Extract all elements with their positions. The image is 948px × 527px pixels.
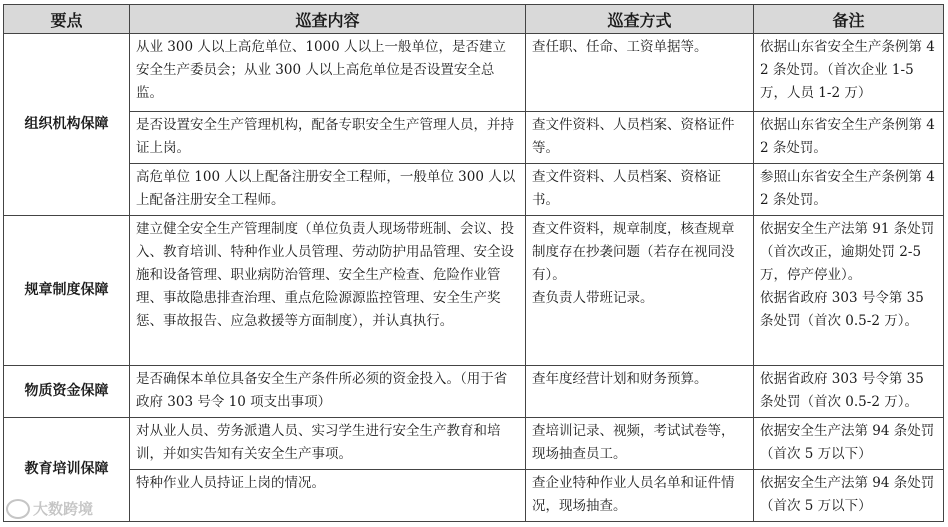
note-cell: 依据安全生产法第 94 条处罚（首次 5 万以下） [754, 418, 944, 470]
header-method: 巡查方式 [526, 5, 754, 34]
watermark-text: 大数跨境 [33, 499, 94, 518]
table-row [4, 418, 944, 470]
inspection-table [3, 4, 944, 522]
table-row [4, 366, 944, 418]
point-funds: 物质资金保障 [4, 366, 130, 418]
point-org: 组织机构保障 [4, 34, 130, 216]
table-row [4, 216, 944, 366]
table-row [4, 164, 944, 216]
content-cell: 从业 300 人以上高危单位、1000 人以上一般单位，是否建立安全生产委员会；从业 300 人以上高危单位是否设置安全总监。 [130, 34, 526, 112]
header-note: 备注 [754, 5, 944, 34]
table-row [4, 470, 944, 522]
table-row [4, 112, 944, 164]
method-cell: 查任职、任命、工资单据等。 [526, 34, 754, 112]
header-row [4, 5, 944, 34]
content-cell: 建立健全安全生产管理制度（单位负责人现场带班制、会议、投入、教育培训、特种作业人员管理、劳动防护用品管理、安全设施和设备管理、职业病防治管理、安全生产检查、危险作业管理、事故隐患排查治理、重点危险源源监控管理、安全生产奖惩、事故报告、应急救援等方面制度），并认真执行。 [130, 216, 526, 366]
note-cell: 依据安全生产法第 94 条处罚（首次 5 万以下） [754, 470, 944, 522]
note-cell: 依据山东省安全生产条例第 42 条处罚。（首次企业 1-5 万，人员 1-2 万） [754, 34, 944, 112]
header-point: 要点 [4, 5, 130, 34]
content-cell: 特种作业人员持证上岗的情况。 [130, 470, 526, 522]
content-cell: 是否确保本单位具备安全生产条件所必须的资金投入。（用于省政府 303 号令 10 项支出事项） [130, 366, 526, 418]
note-cell: 依据山东省安全生产条例第 42 条处罚。 [754, 112, 944, 164]
method-cell: 查培训记录、视频，考试试卷等，现场抽查员工。 [526, 418, 754, 470]
watermark [6, 498, 93, 520]
note-text: 依据省政府 303 号令第 35 条处罚（首次 0.5-2 万）。 [760, 290, 924, 329]
method-cell: 查年度经营计划和财务预算。 [526, 366, 754, 418]
method-cell: 查文件资料、人员档案、资格证书。 [526, 164, 754, 216]
content-cell: 是否设置安全生产管理机构，配备专职安全生产管理人员，并持证上岗。 [130, 112, 526, 164]
content-cell: 对从业人员、劳务派遣人员、实习学生进行安全生产教育和培训，并如实告知有关安全生产事项。 [130, 418, 526, 470]
watermark-logo-icon [6, 499, 30, 519]
content-cell: 高危单位 100 人以上配备注册安全工程师，一般单位 300 人以上配备注册安全工程师。 [130, 164, 526, 216]
header-content: 巡查内容 [130, 5, 526, 34]
note-cell [754, 216, 944, 366]
note-text: 依据安全生产法第 91 条处罚（首次改正，逾期处罚 2-5 万，停产停业）。 [760, 221, 935, 283]
method-text: 查负责人带班记录。 [532, 290, 654, 306]
method-cell [526, 216, 754, 366]
method-text: 查文件资料，规章制度，核查规章制度存在抄袭问题（若存在视同没有）。 [532, 221, 735, 283]
note-cell: 依据省政府 303 号令第 35 条处罚（首次 0.5-2 万）。 [754, 366, 944, 418]
note-cell: 参照山东省安全生产条例第 42 条处罚。 [754, 164, 944, 216]
method-cell: 查文件资料、人员档案、资格证件等。 [526, 112, 754, 164]
method-cell: 查企业特种作业人员名单和证件情况，现场抽查。 [526, 470, 754, 522]
table-row [4, 34, 944, 112]
point-rules: 规章制度保障 [4, 216, 130, 366]
point-training: 教育培训保障 [4, 418, 130, 522]
